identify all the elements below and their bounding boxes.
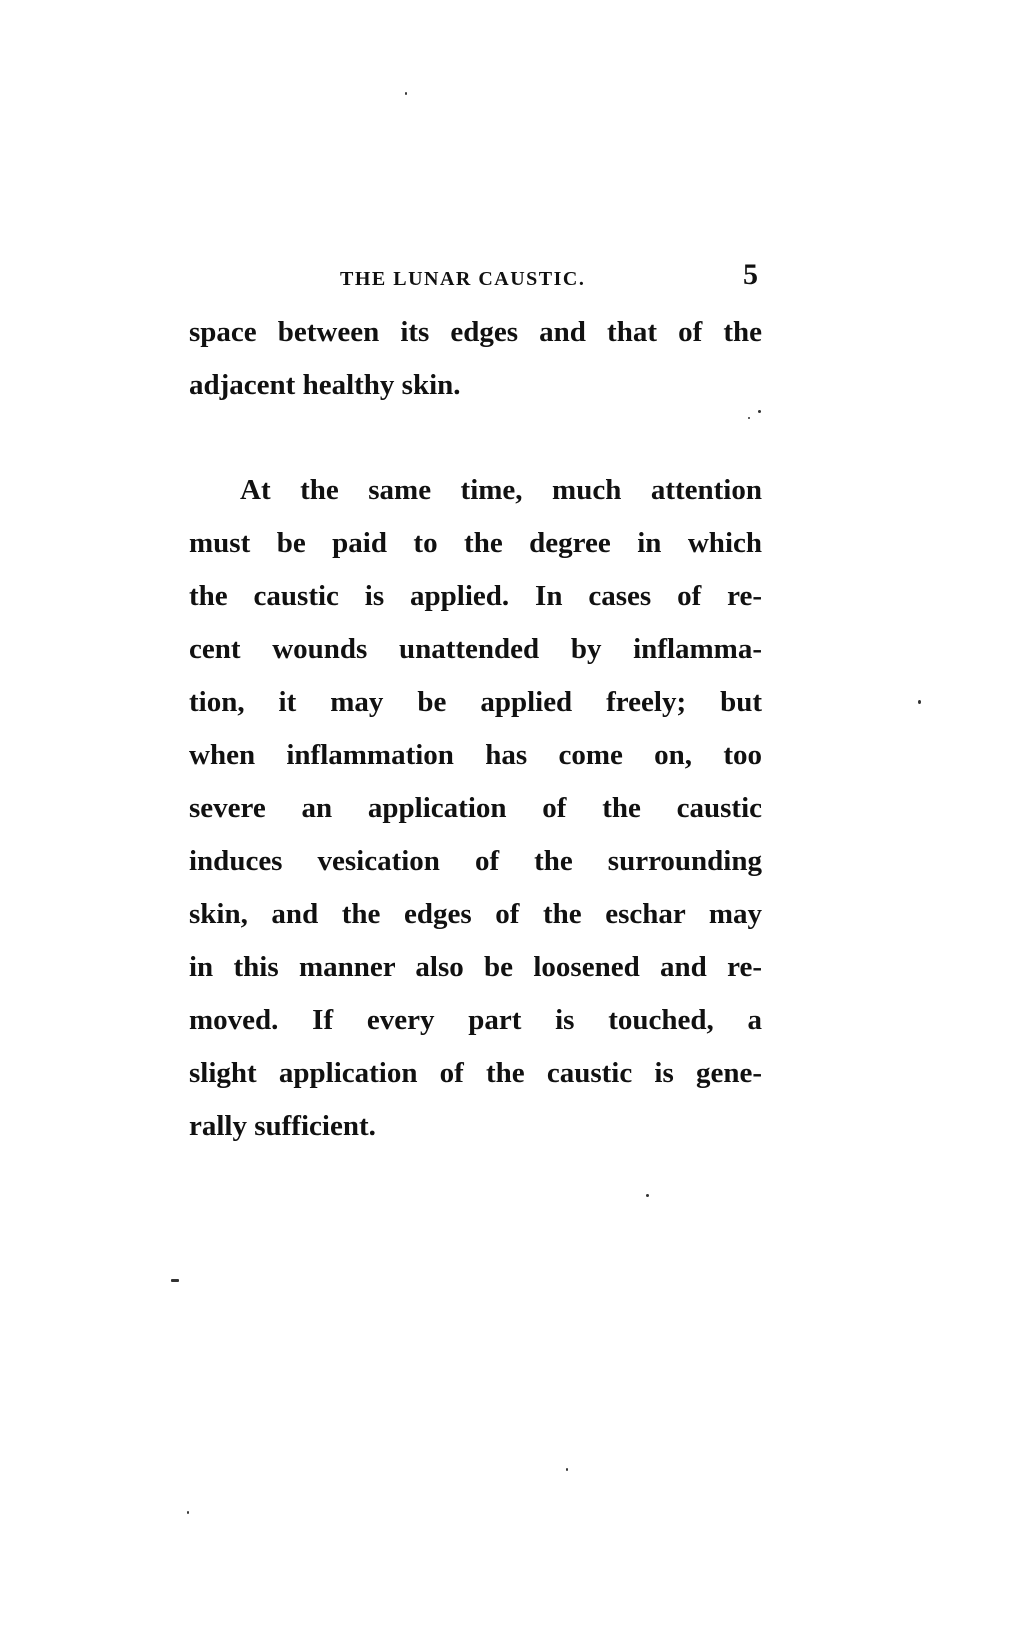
scan-speck: [405, 92, 407, 95]
text-line: severe an application of the caustic: [189, 792, 762, 824]
scan-speck: [748, 417, 750, 419]
scan-speck: [187, 1511, 189, 1514]
scan-speck: [566, 1468, 568, 1471]
scan-speck: [918, 700, 921, 704]
running-title: THE LUNAR CAUSTIC.: [340, 268, 586, 290]
page-number: 5: [743, 258, 758, 291]
text-line: the caustic is applied. In cases of re-: [189, 580, 762, 612]
scan-speck: [646, 1194, 649, 1197]
text-line: tion, it may be applied freely; but: [189, 686, 762, 718]
text-line: cent wounds unattended by inflamma-: [189, 633, 762, 665]
scan-speck: [171, 1279, 179, 1282]
text-line: must be paid to the degree in which: [189, 527, 762, 559]
text-line: skin, and the edges of the eschar may: [189, 898, 762, 930]
text-line: in this manner also be loosened and re-: [189, 951, 762, 983]
scan-speck: [758, 410, 761, 413]
text-line: when inflammation has come on, too: [189, 739, 762, 771]
text-line: space between its edges and that of the: [189, 316, 762, 348]
text-line: rally sufficient.: [189, 1110, 376, 1142]
text-line: adjacent healthy skin.: [189, 369, 461, 401]
running-head: [0, 258, 1013, 298]
paragraph-first-line: At the same time, much attention: [240, 474, 762, 506]
text-line: slight application of the caustic is gene-: [189, 1057, 762, 1089]
text-line: induces vesication of the surrounding: [189, 845, 762, 877]
text-line: moved. If every part is touched, a: [189, 1004, 762, 1036]
